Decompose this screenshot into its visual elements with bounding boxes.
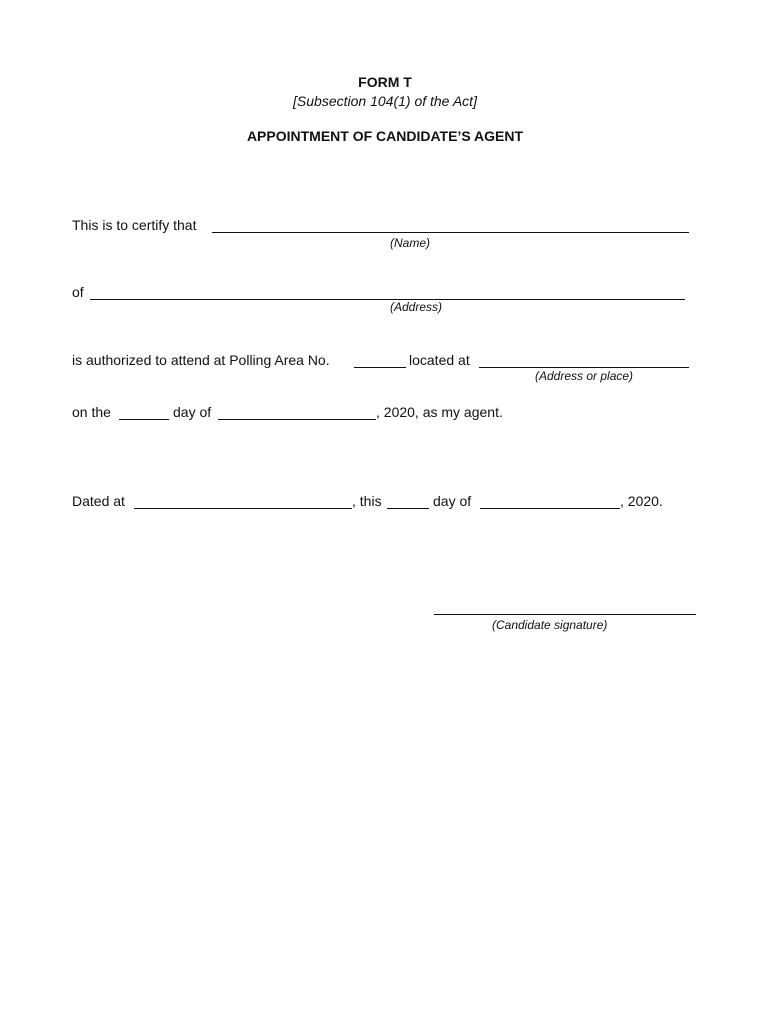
address-field-line[interactable] (90, 299, 685, 300)
dated-day-line[interactable] (387, 508, 429, 509)
polling-place-caption: (Address or place) (535, 369, 634, 383)
subsection-reference: [Subsection 104(1) of the Act] (293, 93, 477, 109)
signature-line[interactable] (434, 614, 696, 615)
certify-lead-text: This is to certify that (72, 217, 197, 233)
address-caption: (Address) (390, 300, 443, 314)
of-lead-text: of (72, 284, 84, 300)
dated-year-text: , 2020. (620, 493, 663, 509)
agent-month-line[interactable] (218, 419, 376, 420)
dated-day-of-text: day of (433, 493, 472, 509)
signature-caption: (Candidate signature) (492, 618, 608, 632)
agent-day-line[interactable] (119, 419, 169, 420)
form-heading: APPOINTMENT OF CANDIDATE’S AGENT (246, 128, 524, 144)
dated-place-line[interactable] (134, 508, 352, 509)
polling-area-text: is authorized to attend at Polling Area No. (72, 352, 330, 368)
form-title: FORM T (358, 74, 412, 90)
located-at-text: located at (409, 352, 470, 368)
this-text: , this (352, 493, 382, 509)
polling-area-number-line[interactable] (354, 367, 406, 368)
name-caption: (Name) (390, 236, 431, 250)
on-the-text: on the (72, 404, 111, 420)
as-my-agent-text: , 2020, as my agent. (376, 404, 503, 420)
polling-place-line[interactable] (479, 367, 689, 368)
dated-at-text: Dated at (72, 493, 125, 509)
day-of-text: day of (173, 404, 212, 420)
dated-month-line[interactable] (480, 508, 620, 509)
name-field-line[interactable] (212, 232, 689, 233)
